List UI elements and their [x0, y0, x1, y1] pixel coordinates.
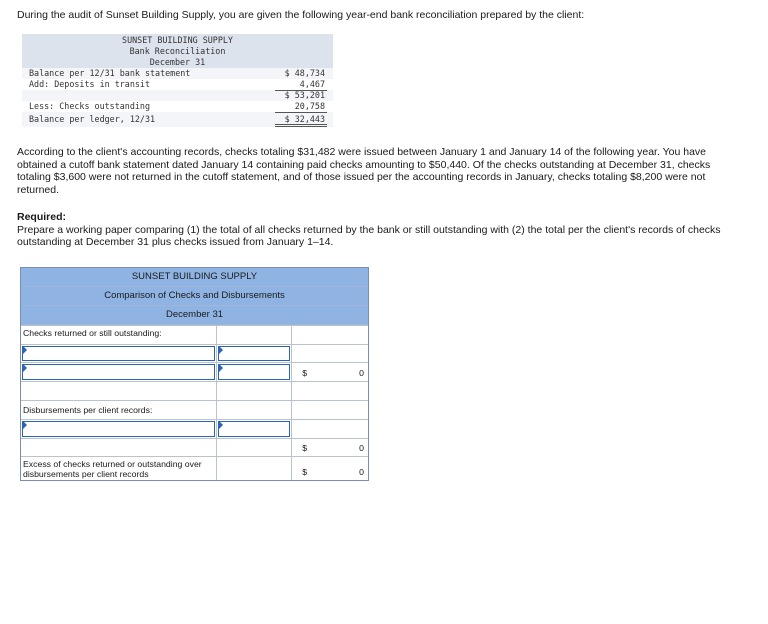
required-text: Prepare a working paper comparing (1) the total of all checks returned by the bank or still outstanding with (2) the total per the client's records of checks outstanding at December 31 plus checks issued from January 1–14.	[17, 223, 721, 248]
recon-row: Balance per ledger, 12/31 $ 32,443	[22, 112, 333, 127]
table-row	[21, 419, 368, 438]
worksheet-company: SUNSET BUILDING SUPPLY	[21, 268, 368, 287]
recon-title: Bank Reconciliation	[129, 46, 226, 56]
excess-label: Excess of checks returned or outstanding over disbursements per client records	[23, 459, 202, 479]
section1-amount-input-2[interactable]	[218, 364, 290, 380]
recon-date: December 31	[149, 57, 206, 67]
currency-symbol: $	[302, 443, 308, 453]
recon-row: Add: Deposits in transit 4,467	[29, 79, 325, 89]
table-row	[21, 325, 368, 344]
working-paper-table	[20, 267, 369, 481]
section1-description-input-2[interactable]	[22, 364, 215, 380]
table-row	[21, 400, 368, 419]
recon-double-rule	[275, 124, 327, 127]
table-row	[21, 438, 368, 456]
section2-description-input-1[interactable]	[22, 421, 215, 437]
recon-heading	[22, 34, 333, 68]
recon-row: Less: Checks outstanding 20,758	[29, 101, 325, 111]
bank-reconciliation	[22, 34, 333, 127]
currency-symbol: $	[302, 368, 308, 378]
table-row	[21, 344, 368, 362]
excess-total: 0	[359, 467, 364, 477]
section1-label: Checks returned or still outstanding:	[23, 328, 162, 338]
section1-description-input-1[interactable]	[22, 346, 215, 361]
table-row	[21, 362, 368, 381]
table-row	[21, 381, 368, 400]
required-section	[17, 211, 732, 249]
recon-row: Balance per 12/31 bank statement $ 48,734	[22, 68, 333, 79]
currency-symbol: $	[302, 467, 308, 477]
section1-total: 0	[359, 368, 364, 378]
recon-row: $ 53,201	[22, 90, 333, 101]
required-title: Required:	[17, 211, 67, 223]
intro-text: During the audit of Sunset Building Supply, you are given the following year-end bank reconciliation prepared by the client:	[17, 9, 585, 21]
worksheet-title: Comparison of Checks and Disbursements	[21, 287, 368, 306]
worksheet-date: December 31	[21, 306, 368, 325]
problem-paragraph: According to the client's accounting records, checks totaling $31,482 were issued between January 1 and January 14 of the following year. You have obtained a cutoff bank statement dated January 14 containing paid checks amounting to $50,440. Of the checks outstanding at December 31, checks totaling $3,600 were not returned in the cutoff statement, and of those issued per the accounting records in January, checks totaling $8,200 were not returned.	[17, 146, 711, 196]
recon-company: SUNSET BUILDING SUPPLY	[122, 35, 233, 45]
table-row	[21, 456, 368, 480]
section1-amount-input-1[interactable]	[218, 346, 290, 361]
section2-total: 0	[359, 443, 364, 453]
section2-label: Disbursements per client records:	[23, 405, 153, 415]
section2-amount-input-1[interactable]	[218, 421, 290, 437]
